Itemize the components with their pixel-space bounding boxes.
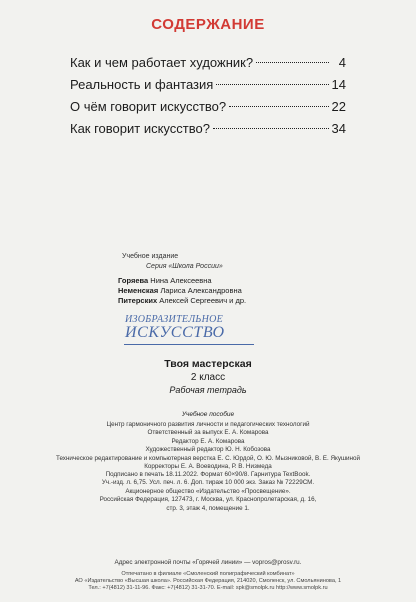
author-name: Нина Алексеевна [150, 276, 212, 285]
toc-item-title: О чём говорит искусство? [70, 99, 227, 114]
author [118, 286, 242, 296]
printing-line: Отпечатано в филиале «Смоленский полиграфический комбинат» [121, 571, 295, 577]
credits [0, 421, 416, 471]
edition-type: Учебное издание [122, 253, 179, 260]
credit-line: Ответственный за выпуск Е. А. Комарова [147, 429, 269, 437]
toc-item-title: Как и чем работает художник? [70, 55, 254, 70]
subject-line-2: ИСКУССТВО [125, 324, 225, 341]
hotline: Адрес электронной почты «Горячей линии» — vopros@prosv.ru. [114, 559, 302, 566]
author-surname: Питерских [118, 296, 158, 305]
author-name: Лариса Александровна [160, 286, 242, 295]
credit-line: Художественный редактор Ю. Н. Кобозова [145, 446, 271, 454]
subject-underline [124, 344, 254, 345]
book-type: Рабочая тетрадь [169, 385, 247, 395]
grade: 2 класс [190, 372, 226, 383]
toc-item-page: 34 [331, 121, 346, 136]
credit-line: Корректоры Е. А. Воеводина, Р. В. Низмеда [144, 463, 272, 471]
author [118, 276, 212, 286]
toc-item-page: 22 [331, 99, 346, 114]
subject-line-1: ИЗОБРАЗИТЕЛЬНОЕ [125, 314, 224, 325]
toc-title: СОДЕРЖАНИЕ [151, 16, 265, 33]
toc-item-title: Реальность и фантазия [70, 77, 214, 92]
publishing-info [0, 471, 416, 513]
series: Серия «Школа России» [146, 263, 223, 270]
publishing-line: Акционерное общество «Издательство «Просвещение». [125, 487, 291, 495]
printing-line: Тел.: +7(4812) 31-11-96. Факс: +7(4812) 31-31-70. E-mail: spk@smolpk.ru http://www.smolpk.ru [88, 585, 328, 591]
publishing-line: Уч.-изд. л. 6,75. Усл. печ. л. 6. Доп. тираж 10 000 экз. Заказ № 72229СМ. [101, 479, 315, 487]
credit-line: Редактор Е. А. Комарова [171, 437, 245, 445]
author-surname: Неменская [118, 286, 159, 295]
credit-line: Центр гармоничного развития личности и педагогических технологий [106, 421, 310, 428]
publishing-line: Российская Федерация, 127473, г. Москва, ул. Краснопролетарская, д. 16, [99, 496, 317, 504]
publishing-line: стр. 3, этаж 4, помещение 1. [166, 504, 250, 512]
credit-line: Техническое редактирование и компьютерная верстка Е. С. Юрдой, О. Ю. Мызниковой, В. Е. Якушиной [55, 454, 361, 462]
publishing-line: Подписано в печать 18.11.2022. Формат 60×90/8. Гарнитура TextBook. [105, 471, 311, 478]
toc-item-title: Как говорит искусство? [70, 121, 210, 136]
manual-type: Учебное пособие [181, 411, 235, 418]
printing-info [0, 571, 416, 592]
author-name: Алексей Сергеевич и др. [159, 296, 247, 305]
author-surname: Горяева [118, 276, 149, 285]
printing-line: АО «Издательство «Высшая школа». Российская Федерация, 214020, Смоленск, ул. Смольянинова, 1 [74, 578, 342, 584]
book-title: Твоя мастерская [164, 358, 252, 370]
author [118, 296, 246, 306]
toc-item-page: 14 [331, 77, 346, 92]
toc-item-page: 4 [338, 55, 346, 70]
